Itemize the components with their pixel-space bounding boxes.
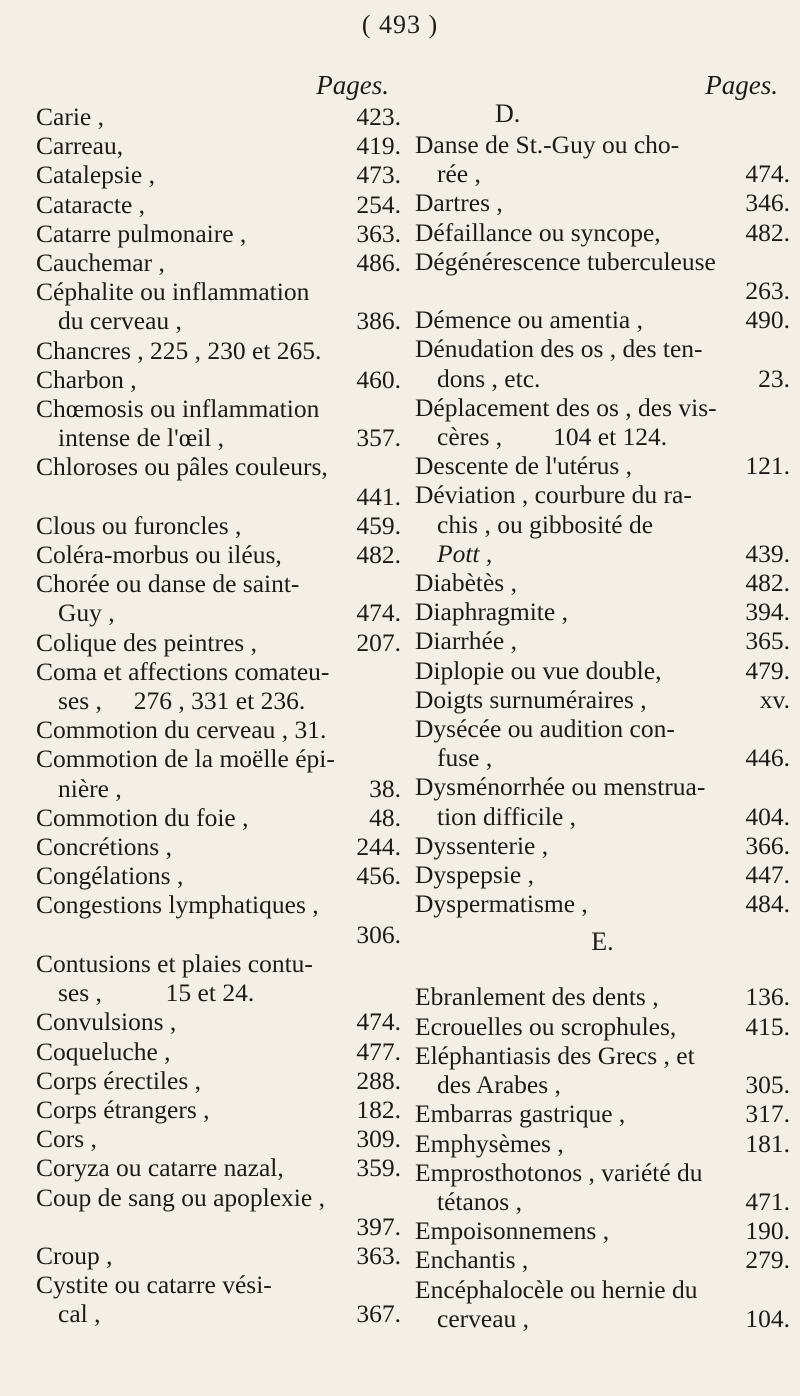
index-entry [415, 860, 790, 889]
index-entry [415, 714, 790, 772]
entry-term: Eléphantiasis des Grecs , et [415, 1040, 695, 1070]
entry-page-number: 38. [369, 773, 401, 803]
index-entry [415, 1275, 790, 1333]
entry-term: Coup de sang ou apoplexie , [36, 1182, 325, 1212]
entry-page-number: 473. [356, 160, 401, 190]
entry-term: Coma et affections comateu- [36, 656, 330, 686]
entry-term: Corps érectiles , [36, 1065, 201, 1095]
entry-page-number: 317. [745, 1099, 790, 1129]
entry-line [36, 540, 401, 569]
entry-line [36, 715, 401, 744]
index-entry [36, 190, 401, 219]
entry-line [36, 569, 401, 598]
entry-term: Coryza ou catarre nazal, [36, 1153, 284, 1183]
index-entry [36, 1124, 401, 1153]
entry-page-number: 419. [356, 131, 401, 161]
entry-line [415, 982, 790, 1011]
entry-term: Colique des peintres , [36, 627, 257, 657]
index-entry [415, 1158, 790, 1216]
entry-line [36, 306, 401, 335]
entry-term: du cerveau , [58, 306, 182, 336]
entry-line [36, 452, 401, 481]
entry-line [36, 744, 401, 773]
entry-line [415, 597, 790, 626]
entry-line [415, 218, 790, 247]
entry-term: Ebranlement des dents , [415, 982, 659, 1012]
entry-line [415, 1245, 790, 1274]
entry-line [36, 102, 401, 131]
entry-line [36, 1095, 401, 1124]
entry-term: Dyspermatisme , [415, 889, 588, 919]
entry-line [36, 160, 401, 189]
entry-page-number: 305. [745, 1070, 790, 1100]
entry-page-number: 306. [356, 919, 401, 949]
page-number: ( 493 ) [361, 10, 439, 39]
entry-line [36, 1241, 401, 1270]
index-entry [415, 334, 790, 392]
index-entry [36, 540, 401, 569]
entry-term: Guy , [58, 598, 115, 628]
entry-line [36, 774, 401, 803]
index-entry [415, 393, 790, 451]
index-entry [415, 451, 790, 480]
entry-line [415, 1012, 790, 1041]
entry-term: Enchantis , [415, 1245, 529, 1275]
entry-line [36, 219, 401, 248]
entry-line [36, 277, 401, 306]
entry-term: tétanos , [437, 1186, 522, 1216]
entry-term: Convulsions , [36, 1007, 177, 1037]
entry-page-number: 181. [745, 1128, 790, 1158]
entry-term: Diarrhée , [415, 626, 517, 656]
entry-line [36, 131, 401, 160]
section-letter-e: E. [591, 927, 614, 957]
entry-page-number: 366. [745, 830, 790, 860]
entry-line [415, 393, 790, 422]
entry-term: Carie , [36, 102, 104, 131]
index-entry [415, 1129, 790, 1158]
entry-page-number: 121. [745, 451, 790, 481]
entry-line [36, 1124, 401, 1153]
entry-line [36, 803, 401, 832]
entry-line [36, 1270, 401, 1299]
entry-term: Commotion de la moëlle épi- [36, 744, 335, 774]
index-entry [36, 277, 401, 335]
section-letter-d: D. [495, 99, 521, 128]
entry-line [36, 657, 401, 686]
entry-page-number: 357. [356, 423, 401, 453]
entry-line [415, 1187, 790, 1216]
entry-term: Croup , [36, 1240, 113, 1270]
entry-term: Céphalite ou inflammation [36, 277, 310, 307]
entry-term: Catarre pulmonaire , [36, 218, 247, 248]
index-entry [36, 1037, 401, 1066]
entry-line [36, 248, 401, 277]
entry-term: Carreau, [36, 131, 124, 161]
index-entry [36, 803, 401, 832]
entry-term: Clous ou furoncles , [36, 510, 242, 540]
entry-page-number: 474. [745, 159, 790, 189]
entry-term: Dyssenterie , [415, 830, 549, 860]
index-entry [36, 160, 401, 189]
entry-line [415, 1275, 790, 1304]
entry-line [415, 1304, 790, 1333]
entry-line [36, 890, 401, 919]
entry-page-number: 447. [745, 860, 790, 890]
entry-term: Déplacement des os , des vis- [415, 392, 717, 422]
entry-term: Ecrouelles ou scrophules, [415, 1011, 677, 1041]
index-entry [36, 890, 401, 948]
entry-line [415, 1041, 790, 1070]
entry-term: Danse de St.-Guy ou cho- [415, 130, 680, 159]
right-column-header: Pages. [705, 70, 778, 100]
entry-term: cerveau , [437, 1303, 530, 1333]
entry-line [36, 1183, 401, 1212]
entry-line [36, 365, 401, 394]
entry-line [36, 598, 401, 627]
entry-term: Congestions lymphatiques , [36, 890, 319, 920]
entry-term: chis , ou gibbosité de [437, 509, 654, 539]
entry-page-number: 207. [356, 627, 401, 657]
entry-page-number: 359. [356, 1153, 401, 1183]
right-column [415, 70, 790, 1333]
entry-line [415, 159, 790, 188]
entry-term: Cauchemar , [36, 248, 165, 278]
index-entry [415, 218, 790, 247]
entry-term: Commotion du foie , [36, 802, 249, 832]
entry-page-number: 474. [356, 598, 401, 628]
entry-term: Diaphragmite , [415, 597, 568, 627]
entry-page-number: 397. [356, 1211, 401, 1241]
entry-page-number: 367. [356, 1299, 401, 1329]
entry-line [415, 480, 790, 509]
index-entry [36, 1066, 401, 1095]
entry-line [415, 422, 790, 451]
entry-term: Encéphalocèle ou hernie du [415, 1274, 698, 1304]
index-entry [36, 569, 401, 627]
entry-term: Cataracte , [36, 189, 146, 219]
entry-page-number: 365. [745, 626, 790, 656]
entry-term: Descente de l'utérus , [415, 451, 633, 481]
entry-page-number: 471. [745, 1186, 790, 1216]
entry-line [415, 188, 790, 217]
entry-page-number: 484. [745, 889, 790, 919]
entry-page-number: 48. [369, 802, 401, 832]
entry-line [415, 626, 790, 655]
entry-page-number: 190. [745, 1216, 790, 1246]
right-entries-d [415, 130, 790, 918]
entry-term: Dysécée ou audition con- [415, 714, 675, 744]
entry-term: Déviation , courbure du ra- [415, 480, 692, 510]
entry-line [36, 1212, 401, 1241]
entry-page-number: 386. [356, 306, 401, 336]
entry-term: Dénudation des os , des ten- [415, 334, 703, 364]
entry-page-number: 254. [356, 189, 401, 219]
entry-line [36, 628, 401, 657]
entry-term: tion difficile , [437, 801, 577, 831]
entry-line [36, 482, 401, 511]
entry-line [415, 539, 790, 568]
entry-page-number: 346. [745, 188, 790, 218]
index-entry [415, 568, 790, 597]
index-entry [415, 772, 790, 830]
index-entry [36, 657, 401, 715]
entry-term: intense de l'œil , [58, 423, 225, 453]
entry-page-number: 446. [745, 743, 790, 773]
entry-line [415, 1099, 790, 1128]
entry-page-number: 415. [745, 1011, 790, 1041]
entry-page-number: 460. [356, 364, 401, 394]
left-column [36, 70, 401, 1329]
entry-page-number: 136. [745, 982, 790, 1012]
entry-term: Chœmosis ou inflammation [36, 394, 320, 424]
entry-page-number: 404. [745, 801, 790, 831]
index-entry [415, 130, 790, 188]
entry-term: fuse , [437, 743, 493, 773]
entry-term: Concrétions , [36, 832, 172, 862]
index-entry [415, 685, 790, 714]
entry-term: Diplopie ou vue double, [415, 655, 662, 685]
index-entry [36, 511, 401, 540]
entry-line [415, 247, 790, 276]
entry-term: Dégénérescence tuberculeuse [415, 246, 716, 276]
entry-page-number: 474. [356, 1007, 401, 1037]
entry-page-number: 309. [356, 1124, 401, 1154]
entry-line [415, 510, 790, 539]
index-entry [36, 131, 401, 160]
entry-line [415, 1129, 790, 1158]
index-entry [415, 1216, 790, 1245]
entry-line [36, 336, 401, 365]
entry-line [36, 949, 401, 978]
entry-line [36, 1153, 401, 1182]
index-entry [415, 1245, 790, 1274]
left-entries [36, 102, 401, 1329]
entry-line [36, 832, 401, 861]
entry-line [36, 190, 401, 219]
entry-term: Diabètès , [415, 568, 517, 598]
right-entries-e [415, 982, 790, 1332]
index-entry [36, 102, 401, 131]
entry-term: Catalepsie , [36, 160, 155, 190]
entry-term: Pott , [437, 538, 493, 568]
entry-line [36, 423, 401, 452]
index-entry [36, 452, 401, 510]
entry-term: Emphysèmes , [415, 1128, 564, 1158]
entry-page-number: 288. [356, 1065, 401, 1095]
entry-page-number: 456. [356, 861, 401, 891]
entry-line [415, 276, 790, 305]
entry-term: Contusions et plaies contu- [36, 948, 313, 978]
entry-page-number: 279. [745, 1245, 790, 1275]
index-entry [36, 1270, 401, 1328]
index-entry [415, 656, 790, 685]
entry-line [36, 920, 401, 949]
entry-page-number: 363. [356, 218, 401, 248]
index-entry [36, 1095, 401, 1124]
entry-page-number: 482. [356, 540, 401, 570]
left-column-header: Pages. [316, 70, 389, 100]
entry-term: Empoisonnemens , [415, 1216, 610, 1246]
entry-page-number: 182. [356, 1094, 401, 1124]
entry-page-number: 482. [745, 217, 790, 247]
entry-page-number: 482. [745, 568, 790, 598]
entry-line [36, 1037, 401, 1066]
index-entry [36, 1007, 401, 1036]
index-entry [36, 248, 401, 277]
entry-term: dons , etc. [437, 363, 541, 393]
entry-term: Défaillance ou syncope, [415, 217, 661, 247]
entry-term: Coléra-morbus ou iléus, [36, 540, 282, 570]
entry-line [415, 451, 790, 480]
entry-term: Corps étrangers , [36, 1094, 210, 1124]
entry-term: Charbon , [36, 364, 137, 394]
index-entry [36, 365, 401, 394]
entry-line [36, 1007, 401, 1036]
entry-line [36, 1066, 401, 1095]
index-entry [36, 1183, 401, 1241]
entry-line [415, 860, 790, 889]
entry-line [415, 831, 790, 860]
entry-line [36, 861, 401, 890]
entry-line [415, 802, 790, 831]
entry-page-number: 479. [745, 655, 790, 685]
index-entry [415, 188, 790, 217]
entry-term: Embarras gastrique , [415, 1099, 626, 1129]
entry-page-number: 439. [745, 538, 790, 568]
index-entry [415, 480, 790, 568]
entry-line [36, 1299, 401, 1328]
entry-term: Chancres , 225 , 230 et 265. [36, 335, 322, 365]
entry-page-number: 441. [356, 481, 401, 511]
entry-line [415, 305, 790, 334]
entry-page-number: 394. [745, 597, 790, 627]
entry-page-number: 104. [745, 1303, 790, 1333]
entry-term: Coqueluche , [36, 1036, 171, 1066]
entry-term: Cystite ou catarre vési- [36, 1270, 272, 1300]
index-entry [36, 336, 401, 365]
entry-term: ses , 276 , 331 et 236. [58, 686, 306, 716]
entry-page-number: 263. [745, 276, 790, 306]
entry-line [36, 978, 401, 1007]
entry-page-number: 244. [356, 832, 401, 862]
index-entry [36, 219, 401, 248]
index-entry [36, 394, 401, 452]
entry-line [415, 656, 790, 685]
index-entry [36, 628, 401, 657]
entry-page-number: 490. [745, 305, 790, 335]
entry-page-number: 477. [356, 1036, 401, 1066]
entry-line [36, 686, 401, 715]
index-entry [415, 982, 790, 1011]
entry-page-number: 459. [356, 510, 401, 540]
entry-line [415, 568, 790, 597]
entry-term: Démence ou amentia , [415, 305, 643, 335]
index-entry [36, 744, 401, 802]
entry-line [415, 1216, 790, 1245]
entry-term: ses , 15 et 24. [58, 978, 255, 1008]
entry-line [415, 130, 790, 159]
entry-term: Doigts surnuméraires , [415, 684, 647, 714]
entry-term: Dartres , [415, 188, 503, 218]
entry-term: nière , [58, 773, 122, 803]
entry-line [415, 889, 790, 918]
index-entry [415, 831, 790, 860]
entry-page-number: 23. [758, 363, 790, 393]
index-entry [415, 1099, 790, 1128]
entry-term: rée , [437, 159, 481, 189]
index-entry [36, 861, 401, 890]
entry-page-number: 363. [356, 1240, 401, 1270]
entry-line [415, 334, 790, 363]
entry-term: Cors , [36, 1124, 97, 1154]
index-entry [415, 1041, 790, 1099]
index-entry [415, 247, 790, 305]
entry-page-number: 486. [356, 248, 401, 278]
entry-term: Commotion du cerveau , 31. [36, 715, 327, 745]
entry-line [36, 394, 401, 423]
index-entry [36, 715, 401, 744]
entry-term: Chorée ou danse de saint- [36, 569, 300, 599]
entry-term: des Arabes , [437, 1070, 561, 1100]
entry-line [415, 1158, 790, 1187]
entry-line [415, 364, 790, 393]
entry-term: Dysménorrhée ou menstrua- [415, 772, 706, 802]
entry-term: Emprosthotonos , variété du [415, 1157, 703, 1187]
entry-line [36, 511, 401, 540]
entry-term: cères , 104 et 124. [437, 422, 668, 452]
index-entry [36, 949, 401, 1007]
index-entry [415, 1012, 790, 1041]
entry-line [415, 714, 790, 743]
index-entry [36, 832, 401, 861]
index-entry [36, 1241, 401, 1270]
entry-term: cal , [58, 1299, 101, 1329]
index-entry [415, 626, 790, 655]
entry-line [415, 685, 790, 714]
entry-term: Congélations , [36, 861, 184, 891]
entry-term: Dyspepsie , [415, 860, 534, 890]
entry-page-number: xv. [759, 684, 790, 714]
entry-page-number: 423. [356, 102, 401, 131]
index-entry [415, 889, 790, 918]
entry-line [415, 772, 790, 801]
index-entry [415, 305, 790, 334]
entry-term: Chloroses ou pâles couleurs, [36, 452, 328, 482]
index-entry [36, 1153, 401, 1182]
index-entry [415, 597, 790, 626]
entry-line [415, 743, 790, 772]
entry-line [415, 1070, 790, 1099]
